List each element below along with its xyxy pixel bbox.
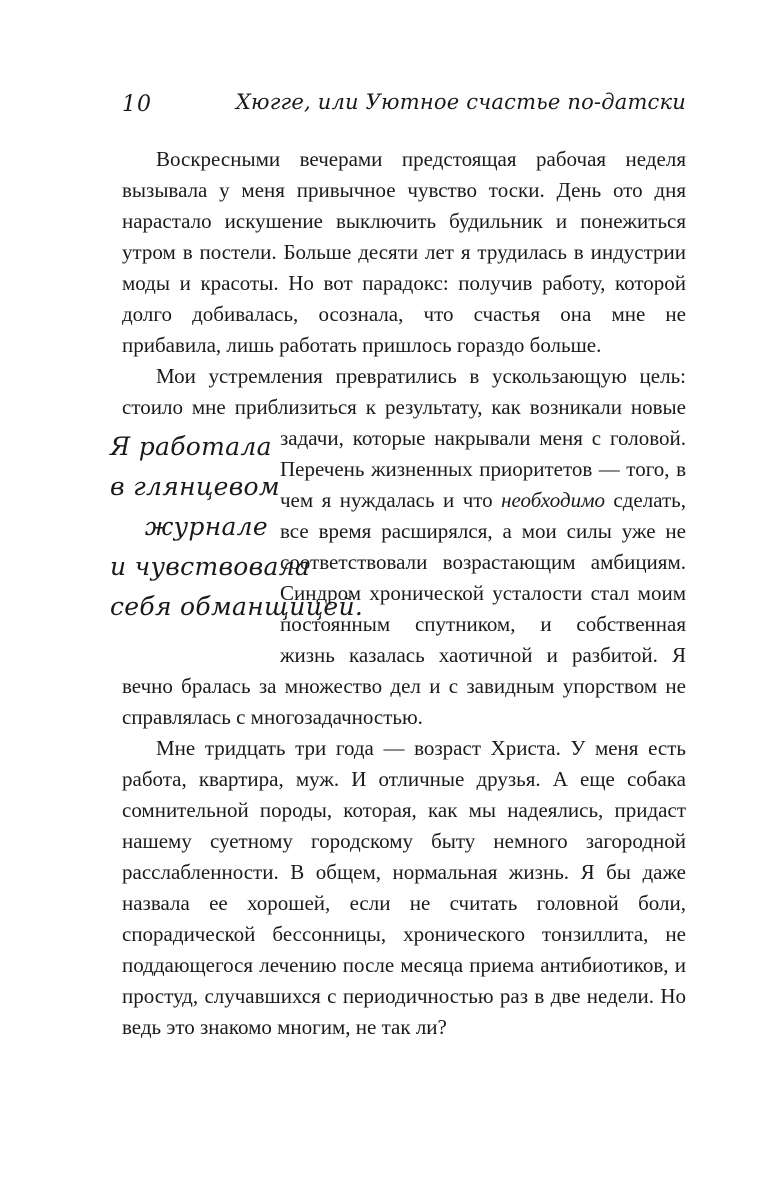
pull-quote-line: журнале <box>144 512 268 541</box>
pull-quote-line: себя обманщицей. <box>110 592 364 621</box>
paragraph-2-start: Мои устремления превратились в ускользающую цель: стоило мне приблизиться к результату, как возникали <box>122 364 686 419</box>
pull-quote <box>76 427 364 647</box>
paragraph-2-end: сделать, все время расширялся, а мои силы уже не соответствовали возрастающим амбициям. Синдром хронической усталости стал моим постоянным спутником, и собственная жизнь казалась хаотичной и разбитой. Я вечно бралась за множество дел и с завидным упорством не справлялась с многозадачностью. <box>122 488 686 729</box>
paragraph-3: Мне тридцать три года — возраст Христа. У меня есть работа, квартира, муж. И отличные друзья. А еще собака сомнительной породы, которая, как мы надеялись, придаст нашему суетному городскому быту немного загородной расслабленности. В общем, нормальная жизнь. Я бы даже назвала ее хорошей, если не считать головной боли, спорадической бессонницы, хронического тонзиллита, не поддающегося лечению после месяца приема антибиотиков, и простуд, случавшихся с периодичностью раз в две недели. Но ведь это знакомо многим, не так ли? <box>122 736 686 1039</box>
pull-quote-line: и чувствовала <box>110 552 311 581</box>
book-title: Хюгге, или Уютное счастье по-датски <box>235 90 686 114</box>
running-header <box>122 84 686 124</box>
paragraph-2-wrapped: новые задачи, которые накрывали меня с головой. Перечень жизненных приоритетов — того, в чем я нуждалась и что <box>280 395 686 512</box>
paragraph-2 <box>110 361 686 733</box>
body-text <box>110 144 686 1043</box>
page-number: 10 <box>122 92 152 117</box>
pull-quote-line: Я работала <box>110 432 272 461</box>
emphasis-word: необходимо <box>501 488 605 512</box>
paragraph-1: Воскресными вечерами предстоящая рабочая неделя вызывала у меня привычное чувство тоски. День ото дня нарастало искушение выключить будильник и понежиться утром в постели. Больше десяти лет я трудилась в индустрии моды и красоты. Но вот парадокс: получив работу, которой долго добивалась, осознала, что счастья она мне не прибавила, лишь работать пришлось гораздо больше. <box>122 147 686 357</box>
pull-quote-line: в глянцевом <box>110 472 280 501</box>
